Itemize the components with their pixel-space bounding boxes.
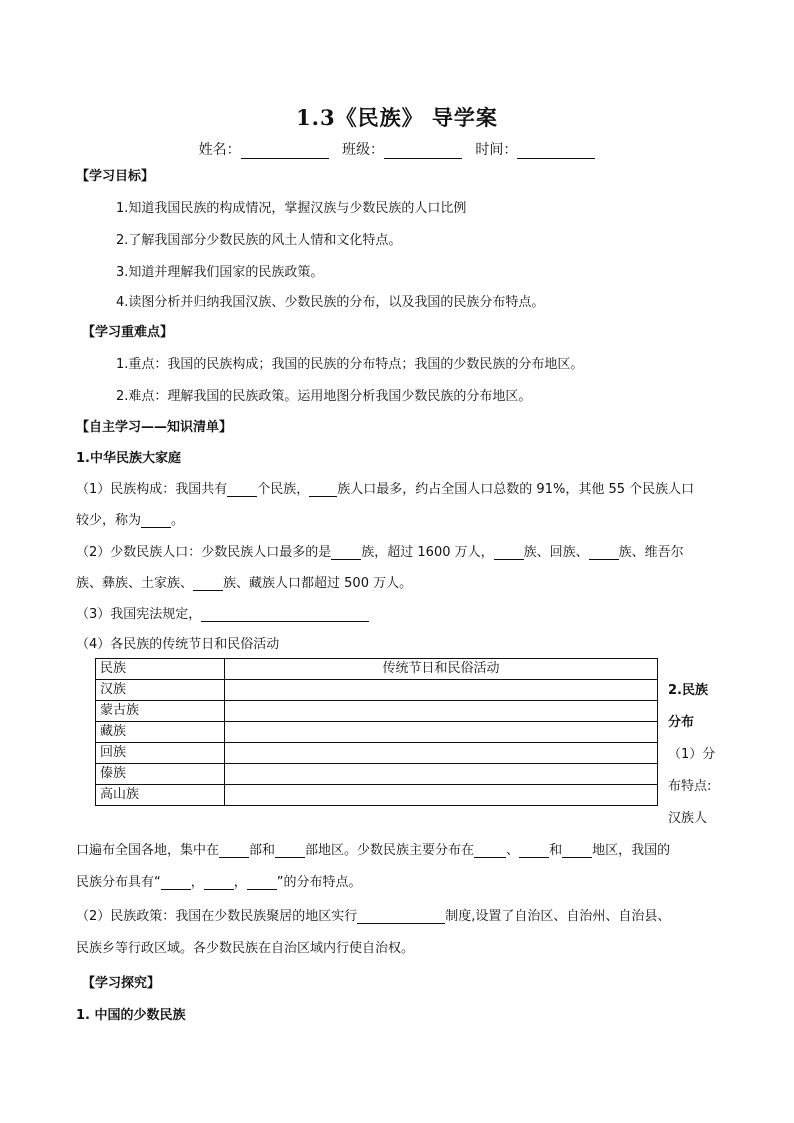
question-4: （4）各民族的传统节日和民俗活动 [76,637,280,652]
question-2-cont: 族、彝族、土家族、 族、藏族人口都超过 500 万人。 [76,576,413,591]
name-blank[interactable] [241,143,329,159]
page-title: 1.3《民族》 导学案 [296,105,498,130]
festival-table [95,658,658,806]
distribution-line: 口遍布全国各地，集中在 部和 部地区。少数民族主要分布在 、 和 地区，我国的 [76,843,671,858]
fill-blank[interactable] [562,842,592,858]
fill-blank[interactable] [309,481,337,497]
table-header-row [96,659,658,680]
table-row [96,701,658,722]
student-info-line [0,139,794,159]
distribution-line-cont: 民族分布具有“ ， ， ”的分布特点。 [76,875,362,890]
goal-item: 4.读图分析并归纳我国汉族、少数民族的分布，以及我国的民族分布特点。 [116,295,545,310]
key-point-item: 2.难点：理解我国的民族政策。运用地图分析我国少数民族的分布地区。 [116,389,532,404]
answer-cell[interactable] [225,785,658,806]
table-header-cell: 民族 [96,659,225,680]
fill-blank[interactable] [331,544,361,560]
class-blank[interactable] [384,143,462,159]
answer-cell[interactable] [225,764,658,785]
fill-blank[interactable] [357,908,445,924]
explore-heading: 【学习探究】 [82,976,161,991]
goal-item: 3.知道并理解我们国家的民族政策。 [116,265,324,280]
ethnic-name-cell: 藏族 [96,722,225,743]
answer-cell[interactable] [225,680,658,701]
table-header-cell: 传统节日和民俗活动 [225,659,658,680]
class-label: 班级： [342,142,384,158]
table-row [96,764,658,785]
policy-line: （2）民族政策：我国在少数民族聚居的地区实行 制度,设置了自治区、自治州、自治县、 [76,909,671,924]
table-row [96,680,658,701]
fill-blank[interactable] [589,544,619,560]
subsection-heading: 1. 中国的少数民族 [76,1008,186,1023]
side-text: （1）分 [668,747,716,762]
answer-cell[interactable] [225,743,658,764]
time-blank[interactable] [517,143,595,159]
subsection-heading: 1.中华民族大家庭 [76,451,181,466]
key-points-heading: 【学习重难点】 [82,325,174,340]
side-text: 汉族人 [668,811,708,826]
self-study-heading: 【自主学习——知识清单】 [76,420,233,435]
ethnic-name-cell: 高山族 [96,785,225,806]
time-label: 时间： [475,142,518,158]
name-label: 姓名： [198,142,241,158]
fill-blank[interactable] [494,544,524,560]
ethnic-name-cell: 蒙古族 [96,701,225,722]
table-row [96,785,658,806]
fill-blank[interactable] [227,481,257,497]
ethnic-name-cell: 回族 [96,743,225,764]
goals-heading: 【学习目标】 [76,169,155,184]
fill-blank[interactable] [275,842,305,858]
side-heading: 分布 [668,715,695,730]
fill-blank[interactable] [219,842,249,858]
goal-item: 1.知道我国民族的构成情况，掌握汉族与少数民族的人口比例 [116,201,467,216]
table-row [96,743,658,764]
policy-line-cont: 民族乡等行政区域。各少数民族在自治区域内行使自治权。 [76,941,415,956]
fill-blank[interactable] [161,874,191,890]
question-3: （3）我国宪法规定， [76,603,369,622]
fill-blank[interactable] [474,842,506,858]
fill-blank[interactable] [201,606,369,622]
answer-cell[interactable] [225,722,658,743]
fill-blank[interactable] [141,512,171,528]
side-heading: 2.民族 [668,683,708,698]
answer-cell[interactable] [225,701,658,722]
fill-blank[interactable] [204,874,234,890]
fill-blank[interactable] [193,575,223,591]
ethnic-name-cell: 汉族 [96,680,225,701]
key-point-item: 1.重点：我国的民族构成；我国的民族的分布特点；我国的少数民族的分布地区。 [116,357,584,372]
side-text: 布特点: [668,779,712,794]
question-1-cont: 较少，称为 。 [76,513,185,528]
question-2: （2）少数民族人口：少数民族人口最多的是 族，超过 1600 万人， 族、回族、 族、维吾尔 [76,545,684,560]
ethnic-name-cell: 傣族 [96,764,225,785]
table-row [96,722,658,743]
fill-blank[interactable] [519,842,549,858]
question-1: （1）民族构成：我国共有 个民族， 族人口最多，约占全国人口总数的 91%，其他 55 个民族人口 [76,482,695,497]
fill-blank[interactable] [247,874,277,890]
goal-item: 2.了解我国部分少数民族的风土人情和文化特点。 [116,233,402,248]
